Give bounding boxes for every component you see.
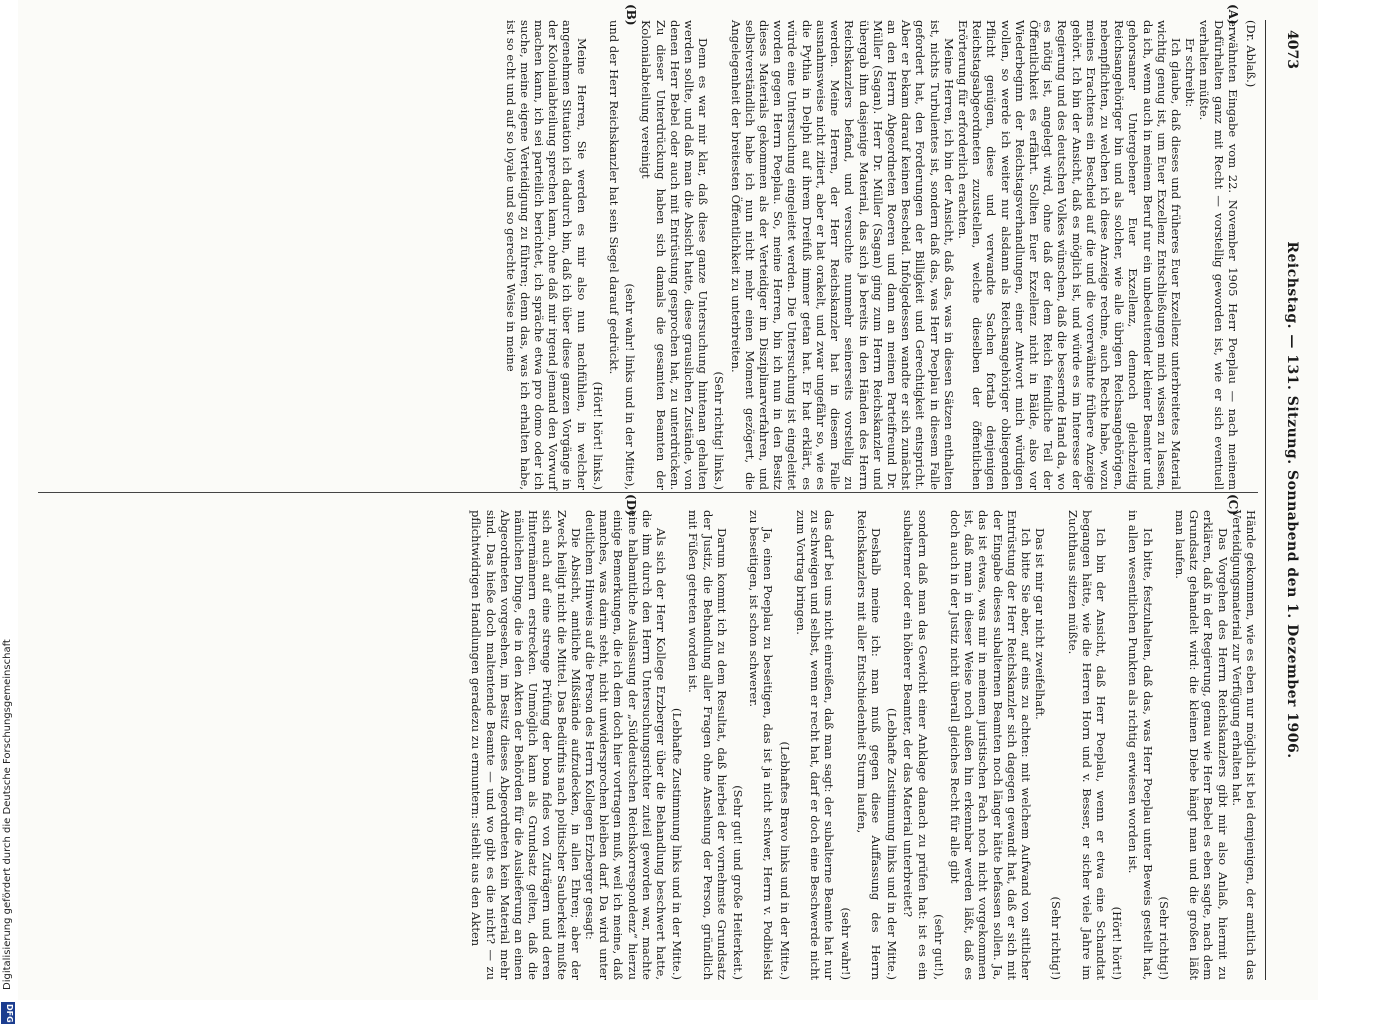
paragraph: Die Absicht, amtliche Mißstände aufzudecken, in allen Ehren; aber der Zweck heiligt nicht die Mittel. Das Bedürfnis nach politischer Sauberkeit mußte sich auch auf eine strenge Prüfung der bona fides von Zuträgern und deren Hintermännern erstrecken. Unmöglich kann als Grundsatz gelten, daß die nämlichen Dinge, die in den Akten der Behörden für die Auslieferung an einen Abgeordneten vorgesehen, im Besitz dieses Abgeordneten kein Material mehr sind. Das hieße doch maltentende Beamte — und wo gibt es die nicht? — zu pflichtwidrigen Handlungen geradezu zu ermuntern: stiehlt aus den Akten <box>469 510 583 980</box>
paragraph: und der Herr Reichskanzler hat sein Siegel darauf gedrückt. <box>607 20 622 375</box>
interjection: (Sehr richtig! links.) <box>712 371 727 490</box>
page-title: Reichstag. — 131. Sitzung. Sonnabend den 1. Dezember 1906. <box>1284 241 1300 759</box>
paragraph: Ich bitte Sie aber, auf eins zu achten: mit welchem Aufwand von sittlicher Entrüstung der Herr Reichskanzler sich dagegen gewandt hat, daß er sich mit der Eingabe dieses subalternen Beamten noch länger hätte befassen sollen. Ja, das ist etwas, was mir in meinem juristischen Fach noch nicht vorgekommen ist, daß man in dieser Weise noch außen hin erkennbar werden läßt, daß es doch auch in der Justiz nicht überall gleiches Recht für alle gibt <box>947 510 1033 980</box>
paragraph: Ja, einen Poeplau zu beseitigen, das ist ja nicht schwer, Herrn v. Podbielski zu beseitigen, ist schon schwerer. <box>747 510 776 980</box>
paragraph: Das ist mir gar nicht zweifelhaft. <box>1033 528 1048 720</box>
paragraph: Denn es war mir klar, daß diese ganze Untersuchung hintenan gehalten werden sollte, und daß man die Absicht hatte, diese grauslichen Zustände, von denen Herr Bebel oder auch mit Entrüstung gesprochen hat, zu unterdrücken. Zu dieser Unterdrückung haben sich damals die gesamten Beamten der Kolonialabteilung vereinigt <box>639 20 711 490</box>
paragraph: das darf bei uns nicht einreißen, daß man sagt: der subalterne Beamte hat nur zu schweigen und selbst, wenn er recht hat, darf er doch eine Beschwerde nicht zum Vortrag bringen. <box>793 510 837 980</box>
page-number: 4073 <box>1284 30 1300 69</box>
interjection: (sehr wahr! links und in der Mitte), <box>623 283 638 490</box>
right-paragraphs <box>469 510 1258 980</box>
interjection: (Sehr richtig!) <box>1049 896 1064 980</box>
left-column <box>503 20 1258 490</box>
interjection: (Lebhafte Zustimmung links und in der Mitte.) <box>670 708 685 980</box>
margin-marker-b: (B) <box>624 4 638 26</box>
paragraph: sondern daß man das Gewicht einer Anklage danach zu prüfen hat: ist es ein subalterner oder ein höherer Beamter, der das Material unterbreitet? <box>901 510 930 980</box>
interjection: (Lebhafte Zustimmung links und in der Mitte.) <box>885 708 900 980</box>
paragraph: Darum kommt ich zu dem Resultat, daß hierbei der vornehmste Grundsatz der Justiz, die Behandlung aller Fragen ohne Ansehung der Person, gründlich mit Füßen getreten worden ist. <box>686 510 729 980</box>
margin-marker-c: (C) <box>1226 494 1240 515</box>
digitization-footer <box>0 40 16 1023</box>
paragraph: Deshalb meine ich: man muß gegen diese Auffassung des Herrn Reichskanzlers mit aller Entschiedenheit Sturm laufen, <box>854 510 883 980</box>
paragraph: Hände gekommen, wie es eben nur möglich ist bei demjenigen, der amtlich das Verteidigungsmaterial zur Verfügung erhalten hat. <box>1229 510 1258 980</box>
interjection: (Sehr richtig!) <box>1156 896 1171 980</box>
margin-marker-a: (A) <box>1226 4 1240 25</box>
paragraph: erwähnten Eingabe vom 22. November 1905 Herr Poeplau — nach meinem Dafürhalten ganz mit Recht — vorstellig geworden ist, wie er sich eventuell verhalten müßte. <box>1197 20 1240 490</box>
left-paragraphs <box>503 20 1239 490</box>
paragraph: Meine Herren, ich bin der Ansicht, daß das, was in diesen Sätzen enthalten ist, nichts Turbulentes ist, sondern daß das, was Herr Poeplau in diesem Falle gefordert hat, den Forderungen der Billigkeit und Gerechtigkeit entspricht. Aber er bekam darauf keinen Bescheid. Infolgedessen wandte er sich zunächst an den Herrn Abgeordneten Roeren und dann an meinen Parteifreund Dr. Müller (Sagan). Herr Dr. Müller (Sagan) ging zum Herrn Reichskanzler und übergab ihm dasjenige Material, das sich ja bereits in den Händen des Herrn Reichskanzlers befand, und versuchte nunmehr seinerseits vorstellig zu werden. Meine Herren, der Herr Reichskanzler hat in diesem Falle ausnahmsweise nicht zitiert, aber er hat orakelt, und zwar ungefähr so, wie es die Pythia in Delphi auf ihrem Dreifuß immer getan hat. Er hat erklärt, es würde eine Untersuchung eingeleitet werden. Die Untersuchung ist eingeleitet worden gegen Herrn Poeplau. So, meine Herren, bin ich nun in den Besitz dieses Materials gekommen als der Verteidiger im Disziplinarverfahren, und selbstverständlich habe ich nun nicht mehr einen Moment gezögert, die Angelegenheit der breitesten Öffentlichkeit zu unterbreiten. <box>728 20 956 490</box>
interjection: (Hört! hört!) <box>1110 906 1125 980</box>
column-divider <box>38 492 1258 493</box>
interjection: (sehr gut!), <box>931 914 946 980</box>
header-rule <box>1265 20 1266 980</box>
interjection: (Hört! hört! links.) <box>590 381 605 490</box>
paragraph: Ich glaube, daß dieses und früheres Euer Exzellenz unterbreitetes Material wichtig genug ist, um Euer Exzellenz Entschließungen mich wissen zu lassen, da ich, wenn auch in meinem Beruf nur ein unbedeutender kleiner Beamter und gehorsamer Untergebener Euer Exzellenz, dennoch gleichzeitig Reichsangehöriger bin und als solcher, wie alle übrigen Reichsangehörigen, nebenpflichten, zu welchen ich diese Anzeige rechne, auch Rechte habe, wozu meines Erachtens ein Bescheid auf die und die vorerwähnte frühere Anzeige gehört. Ich bin der Ansicht, daß es möglich ist, und würde es im Interesse der Regierung und des deutschen Volkes wünschen, daß die bessernde Hand da, wo es nötig ist, angelegt wird, ohne daß der dem Reich feindliche Teil der Öffentlichkeit es erfährt. Sollten Euer Exzellenz nicht in Bälde, also vor Wiederbeginn der Reichstagsverhandlungen, einer Antwort mich würdigen wollen, so werde ich weiter nur alsdann als Reichsangehöriger obliegenden Pflicht genügen, diese und verwandte Sachen fortab denjenigen Reichstagsabgeordneten zuzustellen, welche dieselben der öffentlichen Erörterung für erforderlich erachten. <box>955 20 1183 490</box>
dfg-logo: DFG <box>1 1002 15 1024</box>
dfg-credit: Digitalisierung gefördert durch die Deutsche Forschungsgemeinschaft <box>2 639 13 990</box>
right-column <box>469 510 1258 980</box>
interjection: (Sehr gut! und große Heiterkeit.) <box>731 785 746 980</box>
paragraph: Das Vorgehen des Herrn Reichskanzlers gibt mir also Anlaß, hiermit zu erklären, daß in der Regierung, genau wie Herr Bebel es eben sagte, nach dem Grundsatz gehandelt wird: die kleinen Diebe hängt man und die großen läßt man laufen. <box>1172 510 1230 980</box>
interjection: (sehr wahr!) <box>838 907 853 980</box>
paragraph: Meine Herren, Sie werden es mir also nun nachfühlen, in welcher angenehmen Situation ich dadurch bin, daß ich über diese ganzen Vorgänge in der Kolonialabteilung sprechen kann, ohne daß mir irgend jemand den Vorwurf machen kann, ich sei parteilich berichtet, ich spräche etwa pro domo oder ich suche, meine eigene Verteidigung zu führen; denn das, was ich erhalten habe, ist so echt und auf so loyale und so gerechte Weise in meine <box>503 20 589 490</box>
paragraph: Als sich der Herr Kollege Erzberger über die Behandlung beschwert hatte, die ihm durch den Herrn Untersuchungsrichter zuteil geworden war, machte eine halbamtliche Auslassung der „Süddeutschen Reichskorrespondenz“ hierzu einige Bemerkungen, die ich dem doch hier vortragen muß, weil ich meine, daß manches, was darin steht, nicht unwidersprochen bleiben darf. Da wird unter deutlichem Hinweis auf die Person des Herrn Kollegen Erzberger gesagt: <box>583 510 669 980</box>
paragraph: Er schreibt: <box>1183 38 1198 108</box>
margin-marker-d: (D) <box>624 494 638 516</box>
paragraph: Ich bitte, festzuhalten, daß das, was Herr Poeplau unter Beweis gestellt hat, in allen wesentlichen Punkten als richtig erwiesen worden ist. <box>1126 510 1155 980</box>
paragraph: Ich bin der Ansicht, daß Herr Poeplau, wenn er etwa eine Schandtat begangen hätte, wie die Herren Horn und v. Besser, er sicher viele Jahre im Zuchthaus sitzen müßte. <box>1065 510 1108 980</box>
speaker-tag: (Dr. Ablaß.) <box>1244 20 1258 88</box>
scanned-page <box>18 0 1318 1000</box>
page-header <box>1268 0 1318 1000</box>
interjection: (Lebhaftes Bravo links und in der Mitte.) <box>777 741 792 980</box>
